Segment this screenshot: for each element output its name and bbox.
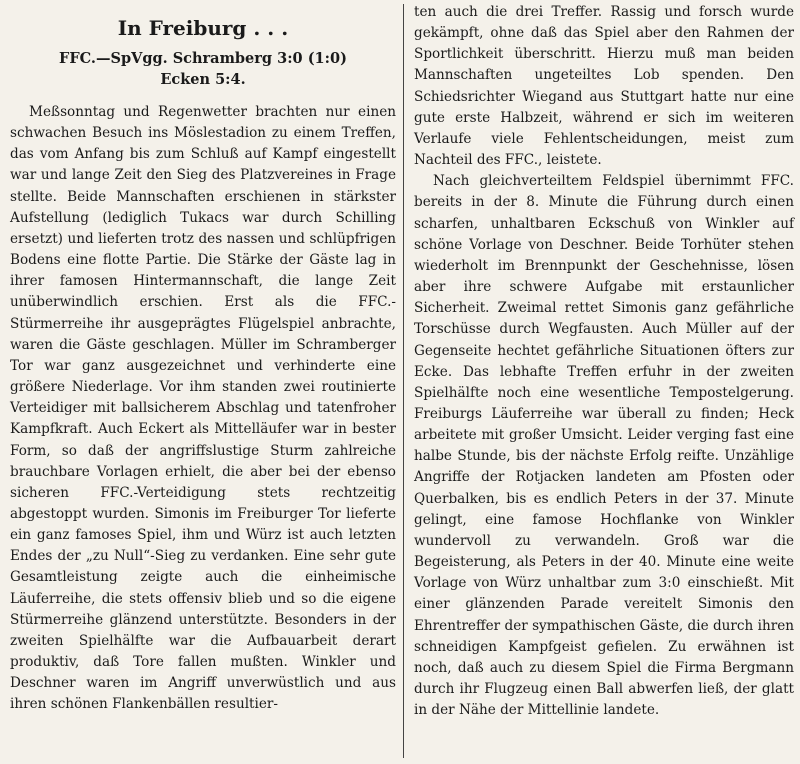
match-result-line: FFC.—SpVgg. Schramberg 3:0 (1:0) [59, 50, 347, 67]
article-paragraph-continuation: ten auch die drei Treffer. Rassig und forsch wurde gekämpft, ohne daß das Spiel aber den Rahmen der Sportlichkeit überschritt. Hierzu muß man beiden Mannschaften ungeteiltes Lob spenden. Den Schiedsrichter Wiegand aus Stuttgart hatte nur eine gute erste Halbzeit, während er sich im weiteren Verlaufe viele Fehlentscheidungen, meist zum Nachteil des FFC., leistete. [414, 4, 794, 169]
article-paragraph-match-report: Nach gleichverteiltem Feldspiel übernimmt FFC. bereits in der 8. Minute die Führung durch einen scharfen, unhaltbaren Eckschuß von Winkler auf schöne Vorlage von Deschner. Beide Torhüter stehen wiederholt im Brennpunkt der Geschehnisse, lösen aber ihre schwere Aufgabe mit erstaunlicher Sicherheit. Zweimal rettet Simonis ganz gefährliche Torschüsse durch Wegfausten. Auch Müller auf der Gegenseite hechtet gefährliche Situationen öfters zur Ecke. Das lebhafte Treffen erfuhr in der zweiten Spielhälfte noch eine wesentliche Tempostelgerung. Freiburgs Läuferreihe war überall zu finden; Heck arbeitete mit großer Umsicht. Leider verging fast eine halbe Stunde, bis der nächste Erfolg reifte. Unzählige Angriffe der Rotjacken landeten am Pfosten oder Querbalken, bis es endlich Peters in der 37. Minute gelingt, eine famose Hochflanke von Winkler wundervoll zu verwandeln. Groß war die Begeisterung, als Peters in der 40. Minute eine weite Vorlage von Würz unhaltbar zum 3:0 einschießt. Mit einer glänzenden Parade vereitelt Simonis den Ehrentreffer der sympathischen Gäste, die durch ihren schneidigen Kampfgeist gefielen. Zu erwähnen ist noch, daß auch zu diesem Spiel die Firma Bergmann durch ihr Flugzeug einen Ball abwerfen ließ, der glatt in der Nähe der Mittellinie landete. [414, 173, 795, 719]
column-divider [403, 4, 404, 758]
corners-line: Ecken 5:4. [160, 71, 246, 88]
article-headline: In Freiburg . . . [117, 16, 289, 40]
right-column [414, 2, 794, 721]
article-paragraph-left: Meßsonntag und Regenwetter brachten nur einen schwachen Besuch ins Möslestadion zu einem Treffen, das vom Anfang bis zum Schluß auf Kampf eingestellt war und lange Zeit den Sieg des Platzvereines in Frage stellte. Beide Mannschaften erschienen in stärkster Aufstellung (lediglich Tukacs war durch Schilling ersetzt) und lieferten trotz des nassen und schlüpfrigen Bodens eine flotte Partie. Die Stärke der Gäste lag in ihrer famosen Hintermannschaft, die lange Zeit unüberwindlich erschien. Erst als die FFC.-Stürmerreihe ihr ausgeprägtes Flügelspiel anbrachte, waren die Gäste geschlagen. Müller im Schramberger Tor war ganz ausgezeichnet und verhinderte eine größere Niederlage. Vor ihm standen zwei routinierte Verteidiger mit ballsicherem Abschlag und tatenfroher Kampfkraft. Auch Eckert als Mittelläufer war in bester Form, so daß der angriffslustige Sturm zahlreiche brauchbare Vorlagen erhielt, die aber bei der ebenso sicheren FFC.-Verteidigung stets rechtzeitig abgestoppt wurden. Simonis im Freiburger Tor lieferte ein ganz famoses Spiel, ihm und Würz ist auch letzten Endes der „zu Null“-Sieg zu verdanken. Eine sehr gute Gesamtleistung zeigte auch die einheimische Läuferreihe, die stets offensiv blieb und so die eigene Stürmerreihe glänzend unterstützte. Besonders in der zweiten Spielhälfte war die Aufbauarbeit derart produktiv, daß Tore fallen mußten. Winkler und Deschner waren im Angriff unverwüstlich und aus ihren schönen Flankenbällen resultier- [10, 104, 396, 713]
left-column [10, 6, 396, 716]
